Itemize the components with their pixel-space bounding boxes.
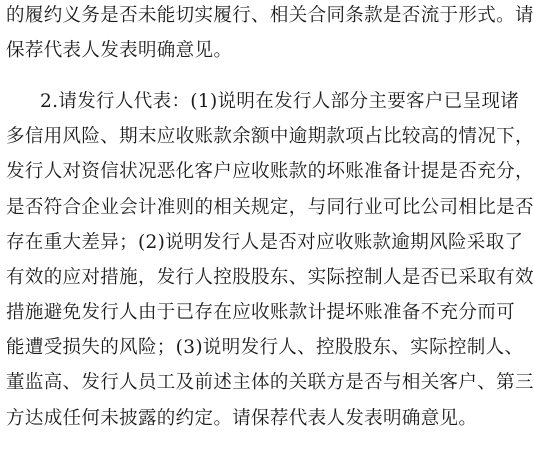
- paragraph-1-line-1: 的履约义务是否未能切实履行、相关合同条款是否流于形式。请: [6, 5, 534, 26]
- paragraph-1-line-2: 保荐代表人发表明确意见。: [6, 40, 233, 61]
- paragraph-2-line-8: 能遭受损失的风险；(3)说明发行人、控股股东、实际控制人、: [6, 337, 524, 358]
- paragraph-2-line-1: 2.请发行人代表：(1)说明在发行人部分主要客户已呈现诸: [40, 91, 520, 112]
- paragraph-2-line-2: 多信用风险、期末应收账款余额中逾期款项占比较高的情况下，: [6, 126, 534, 147]
- paragraph-2-line-6: 有效的应对措施，发行人控股股东、实际控制人是否已采取有效: [6, 267, 534, 288]
- paragraph-2-line-9: 董监高、发行人员工及前述主体的关联方是否与相关客户、第三: [6, 372, 534, 393]
- paragraph-2-line-7: 措施避免发行人由于已存在应收账款计提坏账准备不充分而可: [6, 302, 515, 323]
- paragraph-2-line-3: 发行人对资信状况恶化客户应收账款的坏账准备计提是否充分，: [6, 161, 534, 182]
- paragraph-2-line-4: 是否符合企业会计准则的相关规定，与同行业可比公司相比是否: [6, 197, 534, 218]
- paragraph-2-line-5: 存在重大差异；(2)说明发行人是否对应收账款逾期风险采取了: [6, 232, 524, 253]
- paragraph-2-line-10: 方达成任何未披露的约定。请保荐代表人发表明确意见。: [6, 408, 478, 429]
